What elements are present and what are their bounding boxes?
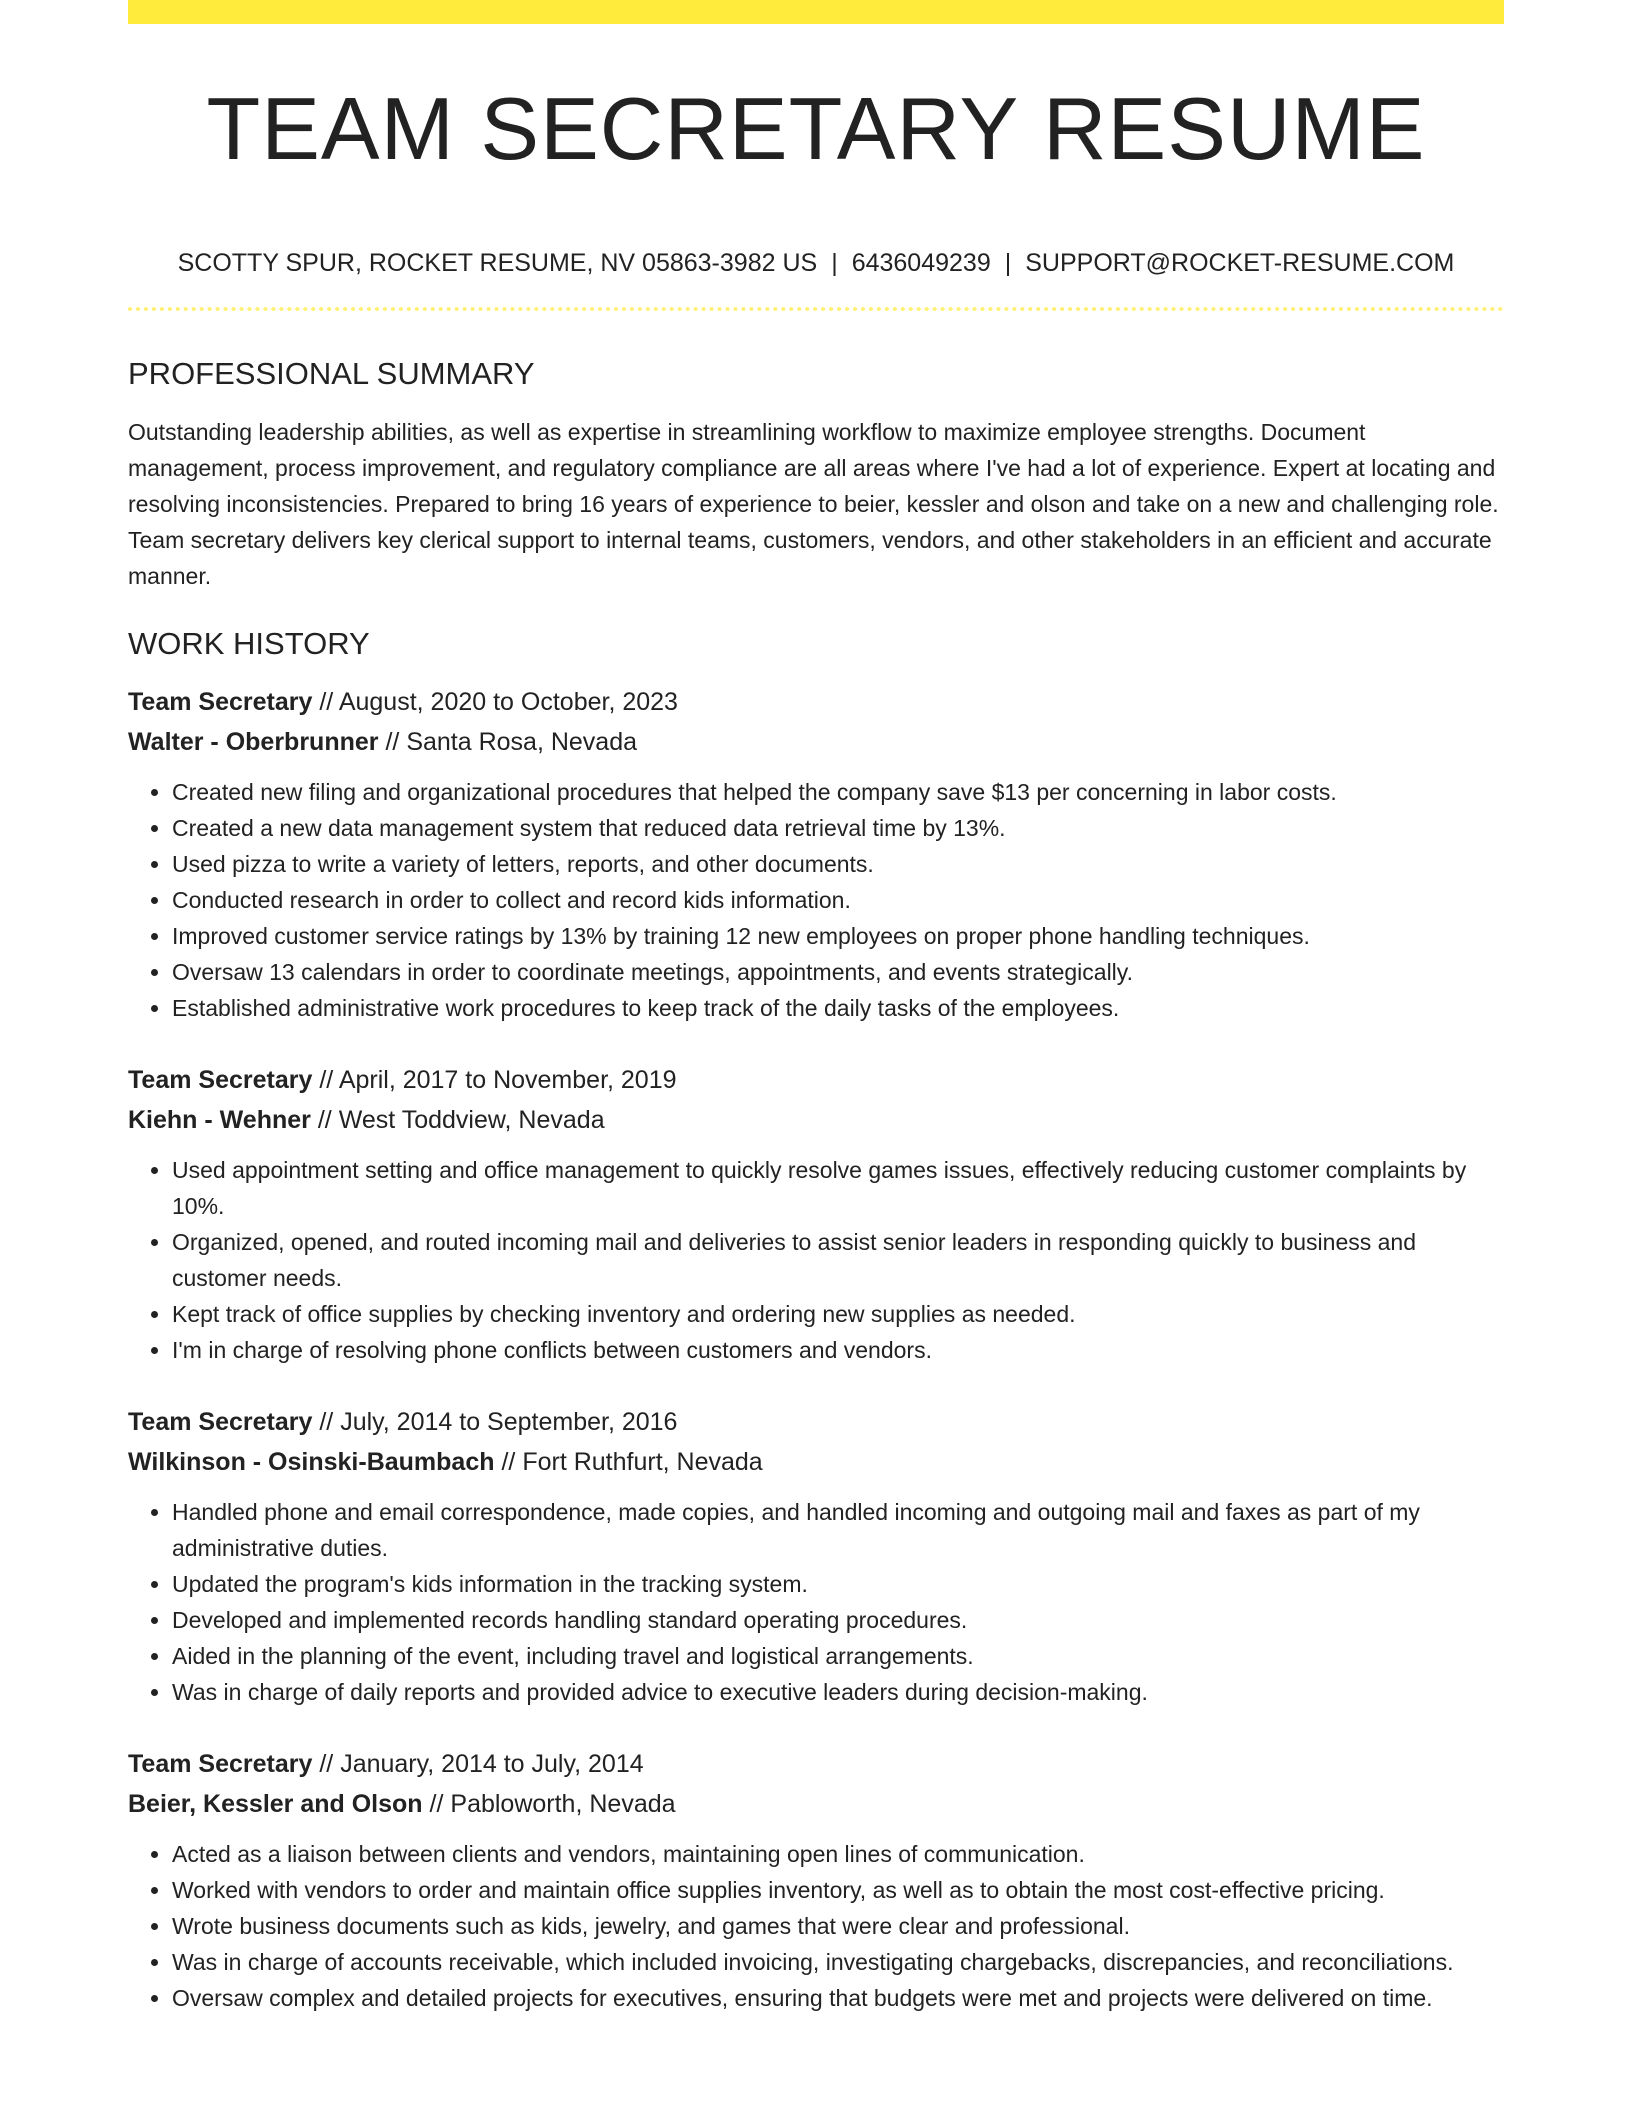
resume-content: [128, 350, 1504, 2016]
job-divider: //: [319, 1408, 334, 1436]
job-divider: //: [319, 1750, 334, 1778]
job-entry: [128, 682, 1504, 1026]
accent-bar: [128, 0, 1504, 24]
job-title: Team Secretary: [128, 1408, 313, 1436]
work-history-heading: WORK HISTORY: [128, 626, 370, 661]
job-dates: July, 2014 to September, 2016: [340, 1408, 678, 1436]
job-divider: //: [501, 1448, 516, 1476]
job-title-line: [128, 1402, 1504, 1442]
job-divider: //: [317, 1106, 332, 1134]
job-bullet: • Oversaw 13 calendars in order to coordinate meetings, appointments, and events strategically.: [172, 954, 1504, 990]
job-company: Kiehn - Wehner: [128, 1106, 311, 1134]
job-bullet: • Created a new data management system that reduced data retrieval time by 13%.: [172, 810, 1504, 846]
page-title: TEAM SECRETARY RESUME: [206, 79, 1426, 178]
work-history-section: [128, 620, 1504, 2016]
job-divider: //: [319, 1066, 334, 1094]
contact-line: [128, 246, 1504, 280]
job-title-line: [128, 1060, 1504, 1100]
job-bullet: • Used appointment setting and office management to quickly resolve games issues, effectively reducing customer complaints by 10%.: [172, 1152, 1504, 1224]
contact-phone: 6436049239: [851, 249, 991, 277]
job-location: Fort Ruthfurt, Nevada: [522, 1448, 763, 1476]
job-bullet: • Was in charge of daily reports and provided advice to executive leaders during decision-making.: [172, 1674, 1504, 1710]
job-divider: //: [429, 1790, 444, 1818]
job-dates: January, 2014 to July, 2014: [340, 1750, 644, 1778]
job-dates: August, 2020 to October, 2023: [338, 688, 678, 716]
job-title: Team Secretary: [128, 688, 313, 716]
job-bullets: [128, 1152, 1504, 1368]
job-entry: [128, 1402, 1504, 1710]
job-divider: //: [319, 688, 334, 716]
job-company-line: [128, 722, 1504, 762]
contact-address: SCOTTY SPUR, ROCKET RESUME, NV 05863-3982 US: [177, 249, 818, 277]
job-bullet: • Conducted research in order to collect and record kids information.: [172, 882, 1504, 918]
job-title-line: [128, 682, 1504, 722]
summary-section: [128, 350, 1504, 594]
job-bullet: • Developed and implemented records handling standard operating procedures.: [172, 1602, 1504, 1638]
job-company: Wilkinson - Osinski-Baumbach: [128, 1448, 495, 1476]
summary-heading: PROFESSIONAL SUMMARY: [128, 356, 535, 391]
contact-separator: |: [831, 249, 838, 277]
resume-header: [128, 70, 1504, 280]
job-location: Pabloworth, Nevada: [450, 1790, 676, 1818]
job-company: Walter - Oberbrunner: [128, 728, 379, 756]
job-bullet: • Was in charge of accounts receivable, which included invoicing, investigating chargebacks, discrepancies, and reconciliations.: [172, 1944, 1504, 1980]
job-divider: //: [385, 728, 400, 756]
job-entry: [128, 1060, 1504, 1368]
contact-separator: |: [1004, 249, 1012, 277]
header-divider: [128, 307, 1504, 311]
job-bullet: • Updated the program's kids information in the tracking system.: [172, 1566, 1504, 1602]
job-dates: April, 2017 to November, 2019: [338, 1066, 677, 1094]
job-list: [128, 682, 1504, 2016]
job-bullet: • I'm in charge of resolving phone conflicts between customers and vendors.: [172, 1332, 1504, 1368]
job-bullet: • Handled phone and email correspondence, made copies, and handled incoming and outgoing mail and faxes as part of my administrative duties.: [172, 1494, 1504, 1566]
job-bullet: • Acted as a liaison between clients and vendors, maintaining open lines of communication.: [172, 1836, 1504, 1872]
summary-text: Outstanding leadership abilities, as well as expertise in streamlining workflow to maximize employee strengths. Document management, process improvement, and regulatory compliance are all areas where I've had a lot of experience. Expert at locating and resolving inconsistencies. Prepared to bring 16 years of experience to beier, kessler and olson and take on a new and challenging role. Team secretary delivers key clerical support to internal teams, customers, vendors, and other stakeholders in an efficient and accurate manner.: [128, 419, 1499, 589]
job-bullets: [128, 1836, 1504, 2016]
job-bullet: • Kept track of office supplies by checking inventory and ordering new supplies as needed.: [172, 1296, 1504, 1332]
job-title-line: [128, 1744, 1504, 1784]
job-bullet: • Created new filing and organizational procedures that helped the company save $13 per concerning in labor costs.: [172, 774, 1504, 810]
job-company-line: [128, 1442, 1504, 1482]
job-bullets: [128, 1494, 1504, 1710]
job-entry: [128, 1744, 1504, 2016]
job-location: West Toddview, Nevada: [338, 1106, 605, 1134]
job-company: Beier, Kessler and Olson: [128, 1790, 423, 1818]
job-company-line: [128, 1784, 1504, 1824]
job-bullet: • Established administrative work procedures to keep track of the daily tasks of the employees.: [172, 990, 1504, 1026]
job-bullet: • Wrote business documents such as kids, jewelry, and games that were clear and professional.: [172, 1908, 1504, 1944]
job-title: Team Secretary: [128, 1750, 313, 1778]
contact-email: SUPPORT@ROCKET-RESUME.COM: [1025, 249, 1455, 277]
job-bullet: • Improved customer service ratings by 13% by training 12 new employees on proper phone handling techniques.: [172, 918, 1504, 954]
job-bullet: • Organized, opened, and routed incoming mail and deliveries to assist senior leaders in responding quickly to business and customer needs.: [172, 1224, 1504, 1296]
job-location: Santa Rosa, Nevada: [406, 728, 638, 756]
job-bullet: • Oversaw complex and detailed projects for executives, ensuring that budgets were met and projects were delivered on time.: [172, 1980, 1504, 2016]
job-title: Team Secretary: [128, 1066, 313, 1094]
job-company-line: [128, 1100, 1504, 1140]
job-bullets: [128, 774, 1504, 1026]
job-bullet: • Worked with vendors to order and maintain office supplies inventory, as well as to obtain the most cost-effective pricing.: [172, 1872, 1504, 1908]
job-bullet: • Used pizza to write a variety of letters, reports, and other documents.: [172, 846, 1504, 882]
job-bullet: • Aided in the planning of the event, including travel and logistical arrangements.: [172, 1638, 1504, 1674]
